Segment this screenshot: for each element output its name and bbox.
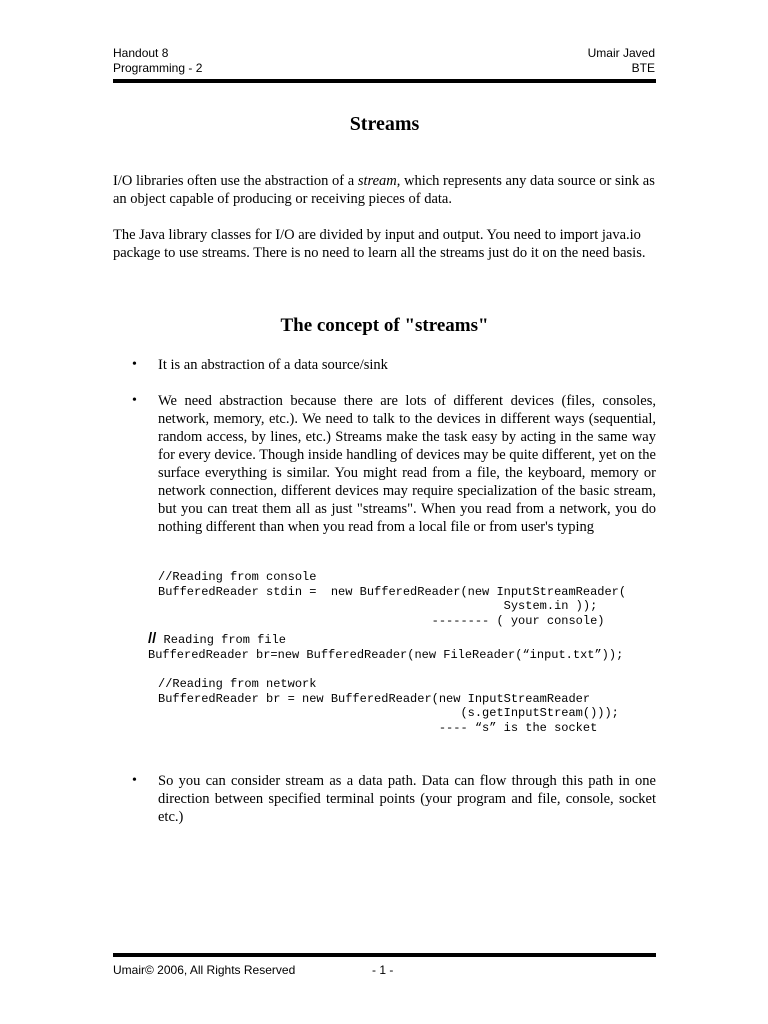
- page-title: Streams: [349, 113, 420, 135]
- bullet-text-3: So you can consider stream as a data path. Data can flow through this path in one direction between specified terminal points (your program and file, console, socket etc.): [158, 773, 656, 825]
- page-number: - 1 -: [372, 963, 394, 977]
- bullet-item-2: [132, 392, 656, 536]
- code-block-console: //Reading from console BufferedReader stdin = new BufferedReader(new InputStreamReader( System.in )); -------- ( your console): [158, 570, 627, 628]
- handout-number: Handout 8: [113, 46, 169, 60]
- code-block-file: [148, 632, 623, 662]
- author-name: Umair Javed: [587, 46, 655, 60]
- header-rule: [113, 79, 656, 83]
- intro-paragraph-2: The Java library classes for I/O are divided by input and output. You need to import java.io package to use streams. There is no need to learn all the streams just do it on the need basis.: [113, 227, 646, 261]
- bullet-item-3: [132, 772, 656, 826]
- bullet-dot-icon: •: [132, 357, 137, 372]
- intro-p1-text-a: I/O libraries often use the abstraction of a: [113, 173, 358, 189]
- file-comment: Reading from file: [156, 633, 286, 647]
- intro-p1-text-b: , which represents any data source or sink as an object capable of producing or receiving pieces of data.: [113, 173, 655, 207]
- intro-paragraph-1: [113, 172, 656, 208]
- course-name: Programming - 2: [113, 61, 203, 75]
- header-right: [588, 46, 655, 76]
- bullet-text-1: It is an abstraction of a data source/sink: [158, 357, 388, 373]
- file-code-line: BufferedReader br=new BufferedReader(new FileReader(“input.txt”));: [148, 647, 624, 662]
- bullet-text-2: We need abstraction because there are lots of different devices (files, consoles, network, memory, etc.). We need to talk to the devices in different ways (sequential, random access, by lines, etc.) Streams make the task easy by acting in the same way for every device. Though inside handling of devices may be quite different, yet on the surface everything is similar. You might read from a file, the keyboard, memory or network connection, different devices may require specialization of the basic stream, but you can treat them all as just "streams". When you read from a network, you do nothing different than when you read from a local file or from user's typing: [158, 393, 656, 535]
- bullet-dot-icon: •: [132, 393, 137, 408]
- bullet-dot-icon: •: [132, 773, 137, 788]
- section-title: The concept of "streams": [280, 315, 489, 336]
- footer-rule: [113, 953, 656, 957]
- comment-slash: //: [148, 630, 157, 647]
- department: BTE: [631, 61, 655, 75]
- header-left: [113, 46, 202, 76]
- footer-copyright: Umair© 2006, All Rights Reserved: [113, 963, 296, 977]
- bullet-item-1: [132, 356, 656, 374]
- code-block-network: //Reading from network BufferedReader br = new BufferedReader(new InputStreamReader (s.getInputStream())); ---- “s” is the socket: [158, 677, 619, 735]
- intro-p1-italic-stream: stream: [357, 173, 397, 189]
